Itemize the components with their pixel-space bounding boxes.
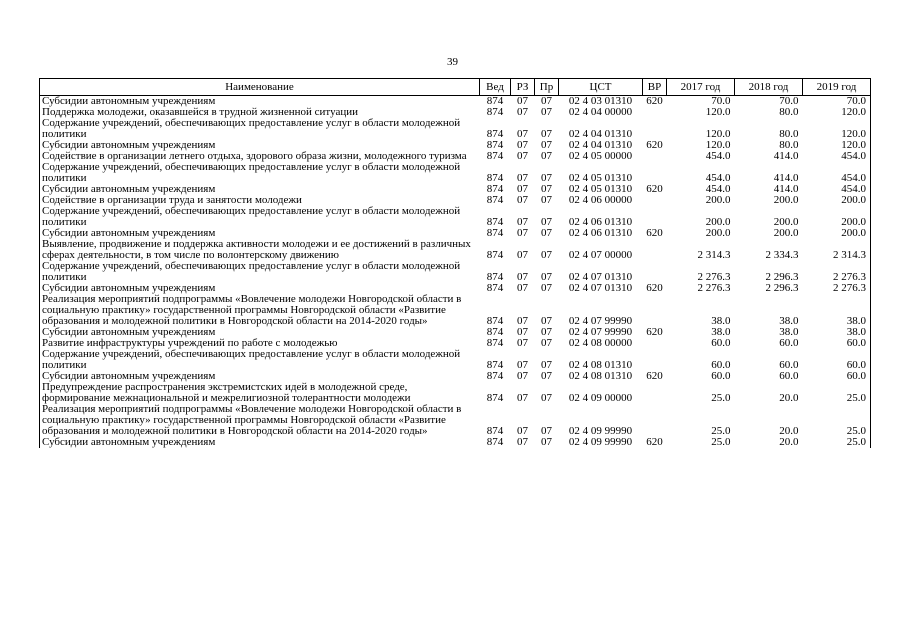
cell-2019: 200.0 (803, 195, 871, 206)
cell-2018: 20.0 (779, 392, 799, 404)
cell-pr: 07 (541, 227, 552, 239)
cell-ved: 874 (486, 271, 504, 283)
cell-2018: 38.0 (779, 315, 799, 327)
cell-vr (643, 294, 667, 327)
cell-2018: 2 296.3 (765, 271, 799, 283)
cell-2018: 60.0 (779, 370, 799, 382)
cell-cst: 02 4 07 99990 (568, 315, 633, 327)
cell-pr: 07 (541, 128, 552, 140)
cell-2018: 60.0 (779, 337, 799, 349)
table-row (40, 349, 871, 371)
cell-pr: 07 (541, 282, 552, 294)
cell-2017: 454.0 (705, 183, 731, 195)
cell-2018: 200.0 (773, 194, 799, 206)
cell-rz: 07 (517, 172, 528, 184)
cell-pr: 07 (541, 216, 552, 228)
cell-2019: 200.0 (803, 206, 871, 228)
cell-cst: 02 4 08 01310 (568, 359, 633, 371)
cell-vr: 620 (646, 227, 663, 239)
cell-cst: 02 4 06 01310 (568, 227, 633, 239)
cell-rz: 07 (517, 139, 528, 151)
cell-2017: 2 276.3 (697, 271, 731, 283)
cell-2018: 80.0 (779, 128, 799, 140)
cell-2019: 454.0 (803, 184, 871, 195)
cell-cst: 02 4 06 01310 (568, 216, 633, 228)
cell-rz: 07 (517, 337, 528, 349)
cell-rz: 07 (517, 183, 528, 195)
cell-2019: 70.0 (803, 96, 871, 108)
cell-vr (643, 338, 667, 349)
cell-2017: 25.0 (711, 392, 731, 404)
cell-2018: 60.0 (779, 359, 799, 371)
cell-ved: 874 (486, 370, 504, 382)
cell-2018: 70.0 (779, 95, 799, 107)
cell-rz: 07 (517, 227, 528, 239)
cell-2017: 200.0 (705, 194, 731, 206)
cell-rz: 07 (517, 326, 528, 338)
cell-name: Содержание учреждений, обеспечивающих предоставление услуг в области молодежной политики (40, 349, 480, 371)
cell-ved: 874 (486, 95, 504, 107)
cell-ved: 874 (486, 150, 504, 162)
cell-cst: 02 4 04 01310 (568, 139, 633, 151)
cell-2019: 200.0 (803, 228, 871, 239)
cell-name: Содержание учреждений, обеспечивающих предоставление услуг в области молодежной политики (40, 261, 480, 283)
cell-cst: 02 4 09 99990 (568, 425, 633, 437)
cell-ved: 874 (486, 194, 504, 206)
cell-name: Субсидии автономным учреждениям (40, 184, 480, 195)
cell-2017: 120.0 (705, 128, 731, 140)
cell-ved: 874 (486, 128, 504, 140)
cell-2019: 2 276.3 (803, 261, 871, 283)
cell-2019: 2 276.3 (803, 283, 871, 294)
cell-2017: 200.0 (705, 227, 731, 239)
cell-ved: 874 (486, 282, 504, 294)
cell-vr (643, 107, 667, 118)
cell-vr (643, 382, 667, 404)
cell-2019: 2 314.3 (803, 239, 871, 261)
cell-rz: 07 (517, 271, 528, 283)
cell-2019: 25.0 (803, 437, 871, 448)
cell-name: Субсидии автономным учреждениям (40, 437, 480, 448)
cell-ved: 874 (486, 337, 504, 349)
cell-vr (643, 151, 667, 162)
cell-rz: 07 (517, 436, 528, 448)
cell-vr: 620 (646, 139, 663, 151)
cell-2017: 25.0 (711, 436, 731, 448)
cell-2017: 2 276.3 (697, 282, 731, 294)
cell-cst: 02 4 03 01310 (568, 95, 633, 107)
cell-vr: 620 (646, 326, 663, 338)
cell-2019: 25.0 (803, 404, 871, 437)
cell-ved: 874 (486, 436, 504, 448)
cell-name: Поддержка молодежи, оказавшейся в трудной жизненной ситуации (40, 107, 480, 118)
cell-2018: 200.0 (773, 216, 799, 228)
cell-pr: 07 (541, 106, 552, 118)
cell-pr: 07 (541, 150, 552, 162)
cell-2019: 38.0 (803, 327, 871, 338)
cell-ved: 874 (486, 249, 504, 261)
cell-pr: 07 (541, 326, 552, 338)
header-vr: ВР (643, 79, 667, 96)
cell-ved: 874 (486, 216, 504, 228)
cell-vr (643, 239, 667, 261)
header-name: Наименование (40, 79, 480, 96)
table-row (40, 118, 871, 140)
cell-pr: 07 (541, 425, 552, 437)
cell-pr: 07 (541, 172, 552, 184)
cell-vr (643, 404, 667, 437)
cell-cst: 02 4 04 01310 (568, 128, 633, 140)
cell-2017: 25.0 (711, 425, 731, 437)
cell-pr: 07 (541, 271, 552, 283)
header-2019: 2019 год (803, 79, 871, 96)
cell-rz: 07 (517, 392, 528, 404)
cell-ved: 874 (486, 172, 504, 184)
table-header-row (40, 79, 871, 96)
cell-vr (643, 206, 667, 228)
cell-2017: 38.0 (711, 315, 731, 327)
header-pr: Пр (535, 79, 559, 96)
cell-vr (643, 162, 667, 184)
cell-ved: 874 (486, 326, 504, 338)
cell-name: Содержание учреждений, обеспечивающих предоставление услуг в области молодежной политики (40, 118, 480, 140)
cell-cst: 02 4 07 99990 (568, 326, 633, 338)
cell-2018: 38.0 (779, 326, 799, 338)
cell-2017: 60.0 (711, 337, 731, 349)
cell-cst: 02 4 09 99990 (568, 436, 633, 448)
cell-cst: 02 4 07 01310 (568, 282, 633, 294)
cell-rz: 07 (517, 370, 528, 382)
cell-name: Реализация мероприятий подпрограммы «Вовлечение молодежи Новгородской области в социальную практику» государственной программы Новгородской области «Развитие образования и молодежной политики в Новгородской области на 2014-2020 годы» (40, 404, 480, 437)
cell-cst: 02 4 08 00000 (568, 337, 633, 349)
cell-pr: 07 (541, 95, 552, 107)
header-cst: ЦСТ (559, 79, 643, 96)
cell-name: Содержание учреждений, обеспечивающих предоставление услуг в области молодежной политики (40, 206, 480, 228)
cell-ved: 874 (486, 392, 504, 404)
cell-ved: 874 (486, 315, 504, 327)
header-rz: РЗ (511, 79, 535, 96)
cell-rz: 07 (517, 216, 528, 228)
cell-2018: 2 334.3 (765, 249, 799, 261)
cell-name: Предупреждение распространения экстремистских идей в молодежной среде, формирование межнациональной и межрелигиозной толерантности молодежи (40, 382, 480, 404)
cell-ved: 874 (486, 139, 504, 151)
header-2017: 2017 год (667, 79, 735, 96)
cell-ved: 874 (486, 359, 504, 371)
cell-cst: 02 4 05 01310 (568, 172, 633, 184)
cell-pr: 07 (541, 392, 552, 404)
table-body (40, 96, 871, 449)
cell-rz: 07 (517, 425, 528, 437)
cell-vr (643, 261, 667, 283)
cell-pr: 07 (541, 436, 552, 448)
cell-pr: 07 (541, 183, 552, 195)
cell-2018: 414.0 (773, 183, 799, 195)
cell-rz: 07 (517, 194, 528, 206)
cell-2018: 414.0 (773, 150, 799, 162)
cell-name: Содействие в организации труда и занятости молодежи (40, 195, 480, 206)
cell-vr (643, 349, 667, 371)
cell-rz: 07 (517, 249, 528, 261)
table-row (40, 437, 871, 448)
cell-2019: 60.0 (803, 371, 871, 382)
cell-2018: 20.0 (779, 436, 799, 448)
cell-rz: 07 (517, 315, 528, 327)
cell-rz: 07 (517, 95, 528, 107)
cell-2017: 120.0 (705, 106, 731, 118)
header-2018: 2018 год (735, 79, 803, 96)
cell-cst: 02 4 05 00000 (568, 150, 633, 162)
cell-vr (643, 118, 667, 140)
cell-cst: 02 4 08 01310 (568, 370, 633, 382)
cell-2018: 200.0 (773, 227, 799, 239)
cell-pr: 07 (541, 139, 552, 151)
cell-2017: 454.0 (705, 172, 731, 184)
header-ved: Вед (480, 79, 511, 96)
cell-2017: 60.0 (711, 359, 731, 371)
cell-2019: 120.0 (803, 107, 871, 118)
budget-table (39, 78, 871, 448)
cell-pr: 07 (541, 337, 552, 349)
cell-name: Выявление, продвижение и поддержка активности молодежи и ее достижений в различных сферах деятельности, в том числе по волонтерскому движению (40, 239, 480, 261)
cell-ved: 874 (486, 227, 504, 239)
table-row (40, 404, 871, 437)
cell-rz: 07 (517, 128, 528, 140)
cell-name: Субсидии автономным учреждениям (40, 371, 480, 382)
cell-2017: 120.0 (705, 139, 731, 151)
cell-cst: 02 4 07 00000 (568, 249, 633, 261)
cell-name: Реализация мероприятий подпрограммы «Вовлечение молодежи Новгородской области в социальную практику» государственной программы Новгородской области «Развитие образования и молодежной политики в Новгородской области на 2014-2020 годы» (40, 294, 480, 327)
cell-pr: 07 (541, 249, 552, 261)
cell-2019: 120.0 (803, 118, 871, 140)
cell-2018: 414.0 (773, 172, 799, 184)
cell-name: Субсидии автономным учреждениям (40, 228, 480, 239)
page-number: 39 (447, 56, 458, 68)
cell-2017: 200.0 (705, 216, 731, 228)
cell-2019: 60.0 (803, 338, 871, 349)
cell-pr: 07 (541, 370, 552, 382)
cell-2017: 70.0 (711, 95, 731, 107)
table-row (40, 382, 871, 404)
cell-ved: 874 (486, 106, 504, 118)
cell-rz: 07 (517, 150, 528, 162)
table-row (40, 294, 871, 327)
cell-2019: 60.0 (803, 349, 871, 371)
cell-2017: 60.0 (711, 370, 731, 382)
cell-name: Субсидии автономным учреждениям (40, 283, 480, 294)
cell-cst: 02 4 04 00000 (568, 106, 633, 118)
table-row (40, 162, 871, 184)
cell-2019: 120.0 (803, 140, 871, 151)
cell-2017: 2 314.3 (697, 249, 731, 261)
cell-2019: 25.0 (803, 382, 871, 404)
cell-rz: 07 (517, 282, 528, 294)
cell-2019: 38.0 (803, 294, 871, 327)
cell-2018: 20.0 (779, 425, 799, 437)
cell-cst: 02 4 09 00000 (568, 392, 633, 404)
cell-pr: 07 (541, 359, 552, 371)
cell-name: Субсидии автономным учреждениям (40, 96, 480, 108)
cell-cst: 02 4 07 01310 (568, 271, 633, 283)
table-row (40, 206, 871, 228)
cell-2018: 80.0 (779, 139, 799, 151)
cell-name: Субсидии автономным учреждениям (40, 327, 480, 338)
cell-ved: 874 (486, 425, 504, 437)
cell-rz: 07 (517, 359, 528, 371)
cell-vr: 620 (646, 436, 663, 448)
cell-name: Содержание учреждений, обеспечивающих предоставление услуг в области молодежной политики (40, 162, 480, 184)
cell-name: Субсидии автономным учреждениям (40, 140, 480, 151)
cell-pr: 07 (541, 315, 552, 327)
cell-vr (643, 195, 667, 206)
cell-2018: 80.0 (779, 106, 799, 118)
table-row (40, 261, 871, 283)
cell-pr: 07 (541, 194, 552, 206)
cell-vr: 620 (646, 282, 663, 294)
cell-cst: 02 4 06 00000 (568, 194, 633, 206)
cell-rz: 07 (517, 106, 528, 118)
table-row (40, 239, 871, 261)
cell-2019: 454.0 (803, 162, 871, 184)
cell-2017: 38.0 (711, 326, 731, 338)
cell-vr: 620 (646, 183, 663, 195)
cell-2018: 2 296.3 (765, 282, 799, 294)
cell-vr: 620 (646, 370, 663, 382)
cell-name: Развитие инфраструктуры учреждений по работе с молодежью (40, 338, 480, 349)
cell-vr: 620 (646, 95, 663, 107)
cell-2019: 454.0 (803, 151, 871, 162)
cell-ved: 874 (486, 183, 504, 195)
cell-name: Содействие в организации летнего отдыха, здорового образа жизни, молодежного туризма (40, 151, 480, 162)
cell-2017: 454.0 (705, 150, 731, 162)
cell-cst: 02 4 05 01310 (568, 183, 633, 195)
